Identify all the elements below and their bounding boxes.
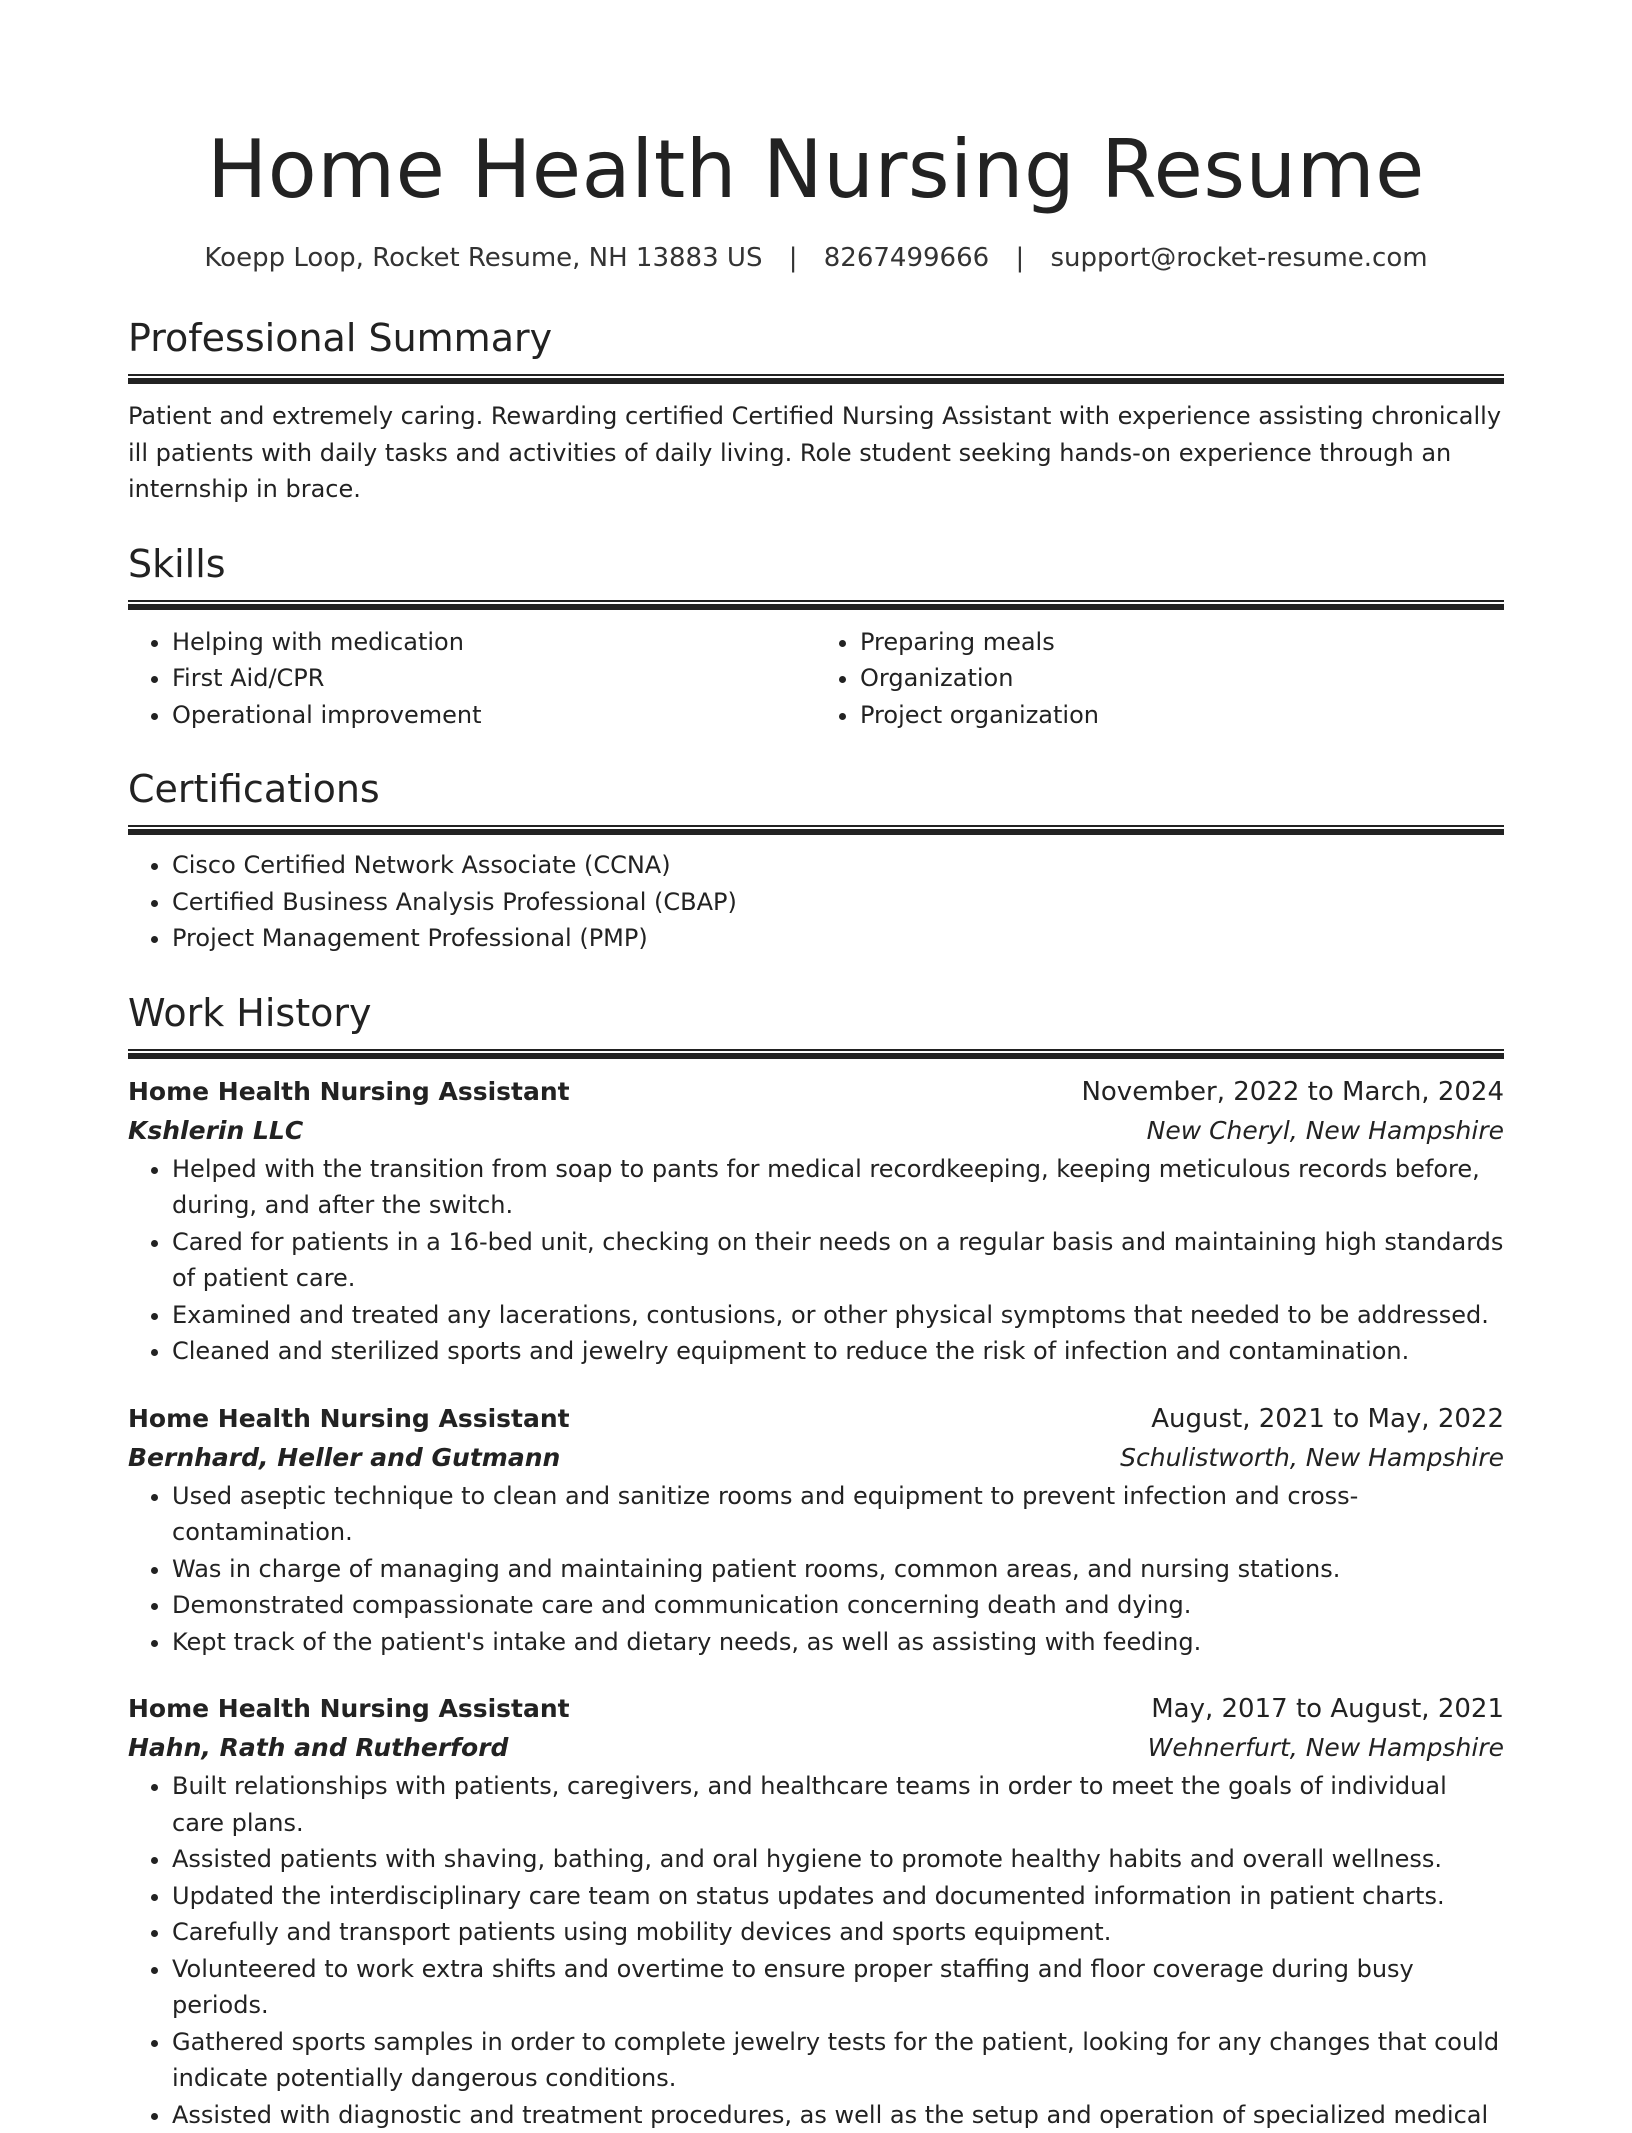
job-header	[128, 1073, 1504, 1111]
skill-item: • Helping with medication	[172, 624, 816, 661]
job-duties-list	[128, 1478, 1504, 1661]
job-location: Wehnerfurt, New Hampshire	[1148, 1728, 1504, 1768]
work-history-heading: Work History	[128, 987, 1504, 1039]
job-entry	[128, 1073, 1504, 1370]
job-header	[128, 1690, 1504, 1728]
skill-item: • Preparing meals	[860, 624, 1504, 661]
job-subheader	[128, 1111, 1504, 1151]
job-duties-list	[128, 1768, 1504, 2133]
skill-item: • First Aid/CPR	[172, 660, 816, 697]
skill-item: • Operational improvement	[172, 697, 816, 734]
section-divider	[128, 1049, 1504, 1059]
skill-item: • Organization	[860, 660, 1504, 697]
summary-heading: Professional Summary	[128, 312, 1504, 364]
job-duty: • Volunteered to work extra shifts and overtime to ensure proper staffing and floor coverage during busy periods.	[172, 1951, 1504, 2024]
certification-item: • Project Management Professional (PMP)	[172, 920, 1504, 957]
job-duty: • Kept track of the patient's intake and dietary needs, as well as assisting with feeding.	[172, 1624, 1504, 1661]
job-duty: • Carefully and transport patients using mobility devices and sports equipment.	[172, 1914, 1504, 1951]
certifications-heading: Certifications	[128, 763, 1504, 815]
job-title: Home Health Nursing Assistant	[128, 1073, 570, 1111]
skills-right-list	[816, 624, 1504, 734]
section-divider	[128, 825, 1504, 835]
job-duty: • Examined and treated any lacerations, contusions, or other physical symptoms that needed to be addressed.	[172, 1297, 1504, 1334]
job-duty: • Helped with the transition from soap to pants for medical recordkeeping, keeping meticulous records before, during, and after the switch.	[172, 1151, 1504, 1224]
resume-title: Home Health Nursing Resume	[128, 118, 1504, 222]
job-duty: • Built relationships with patients, caregivers, and healthcare teams in order to meet the goals of individual care plans.	[172, 1768, 1504, 1841]
job-entry	[128, 1400, 1504, 1661]
contact-address: Koepp Loop, Rocket Resume, NH 13883 US	[204, 243, 762, 273]
contact-separator: |	[789, 240, 798, 276]
contact-line	[128, 240, 1504, 276]
job-company: Bernhard, Heller and Gutmann	[128, 1438, 560, 1478]
job-subheader	[128, 1728, 1504, 1768]
job-duty: • Gathered sports samples in order to complete jewelry tests for the patient, looking for any changes that could indicate potentially dangerous conditions.	[172, 2024, 1504, 2097]
job-duty: • Assisted patients with shaving, bathing, and oral hygiene to promote healthy habits and overall wellness.	[172, 1841, 1504, 1878]
job-dates: August, 2021 to May, 2022	[1151, 1400, 1504, 1438]
skills-section	[128, 538, 1504, 734]
summary-section	[128, 312, 1504, 508]
certifications-section	[128, 763, 1504, 957]
job-duty: • Updated the interdisciplinary care team on status updates and documented information in patient charts.	[172, 1878, 1504, 1915]
job-location: Schulistworth, New Hampshire	[1120, 1438, 1504, 1478]
job-duty: • Assisted with diagnostic and treatment procedures, as well as the setup and operation of specialized medical	[172, 2097, 1504, 2133]
contact-separator: |	[1015, 240, 1024, 276]
job-duty: • Used aseptic technique to clean and sanitize rooms and equipment to prevent infection and cross-contamination.	[172, 1478, 1504, 1551]
job-duties-list	[128, 1151, 1504, 1370]
job-dates: May, 2017 to August, 2021	[1151, 1690, 1504, 1728]
section-divider	[128, 374, 1504, 384]
job-duty: • Cared for patients in a 16-bed unit, checking on their needs on a regular basis and maintaining high standards of patient care.	[172, 1224, 1504, 1297]
certification-item: • Cisco Certified Network Associate (CCNA)	[172, 847, 1504, 884]
work-history-section	[128, 987, 1504, 2133]
contact-email: support@rocket-resume.com	[1050, 243, 1427, 273]
job-location: New Cheryl, New Hampshire	[1147, 1111, 1504, 1151]
skill-item: • Project organization	[860, 697, 1504, 734]
skills-left-list	[128, 624, 816, 734]
certification-item: • Certified Business Analysis Professional (CBAP)	[172, 884, 1504, 921]
section-divider	[128, 600, 1504, 610]
job-header	[128, 1400, 1504, 1438]
job-company: Kshlerin LLC	[128, 1111, 303, 1151]
job-title: Home Health Nursing Assistant	[128, 1400, 570, 1438]
job-duty: • Cleaned and sterilized sports and jewelry equipment to reduce the risk of infection and contamination.	[172, 1333, 1504, 1370]
job-dates: November, 2022 to March, 2024	[1081, 1073, 1504, 1111]
job-duty: • Demonstrated compassionate care and communication concerning death and dying.	[172, 1587, 1504, 1624]
skills-heading: Skills	[128, 538, 1504, 590]
job-title: Home Health Nursing Assistant	[128, 1690, 570, 1728]
job-entry	[128, 1690, 1504, 2133]
job-company: Hahn, Rath and Rutherford	[128, 1728, 508, 1768]
contact-phone: 8267499666	[824, 243, 989, 273]
certifications-list	[128, 847, 1504, 957]
skills-columns	[128, 624, 1504, 734]
summary-text: Patient and extremely caring. Rewarding certified Certified Nursing Assistant with experience assisting chronically ill patients with daily tasks and activities of daily living. Role student seeking hands-on experience through an internship in brace.	[128, 398, 1504, 508]
job-subheader	[128, 1438, 1504, 1478]
job-duty: • Was in charge of managing and maintaining patient rooms, common areas, and nursing stations.	[172, 1551, 1504, 1588]
